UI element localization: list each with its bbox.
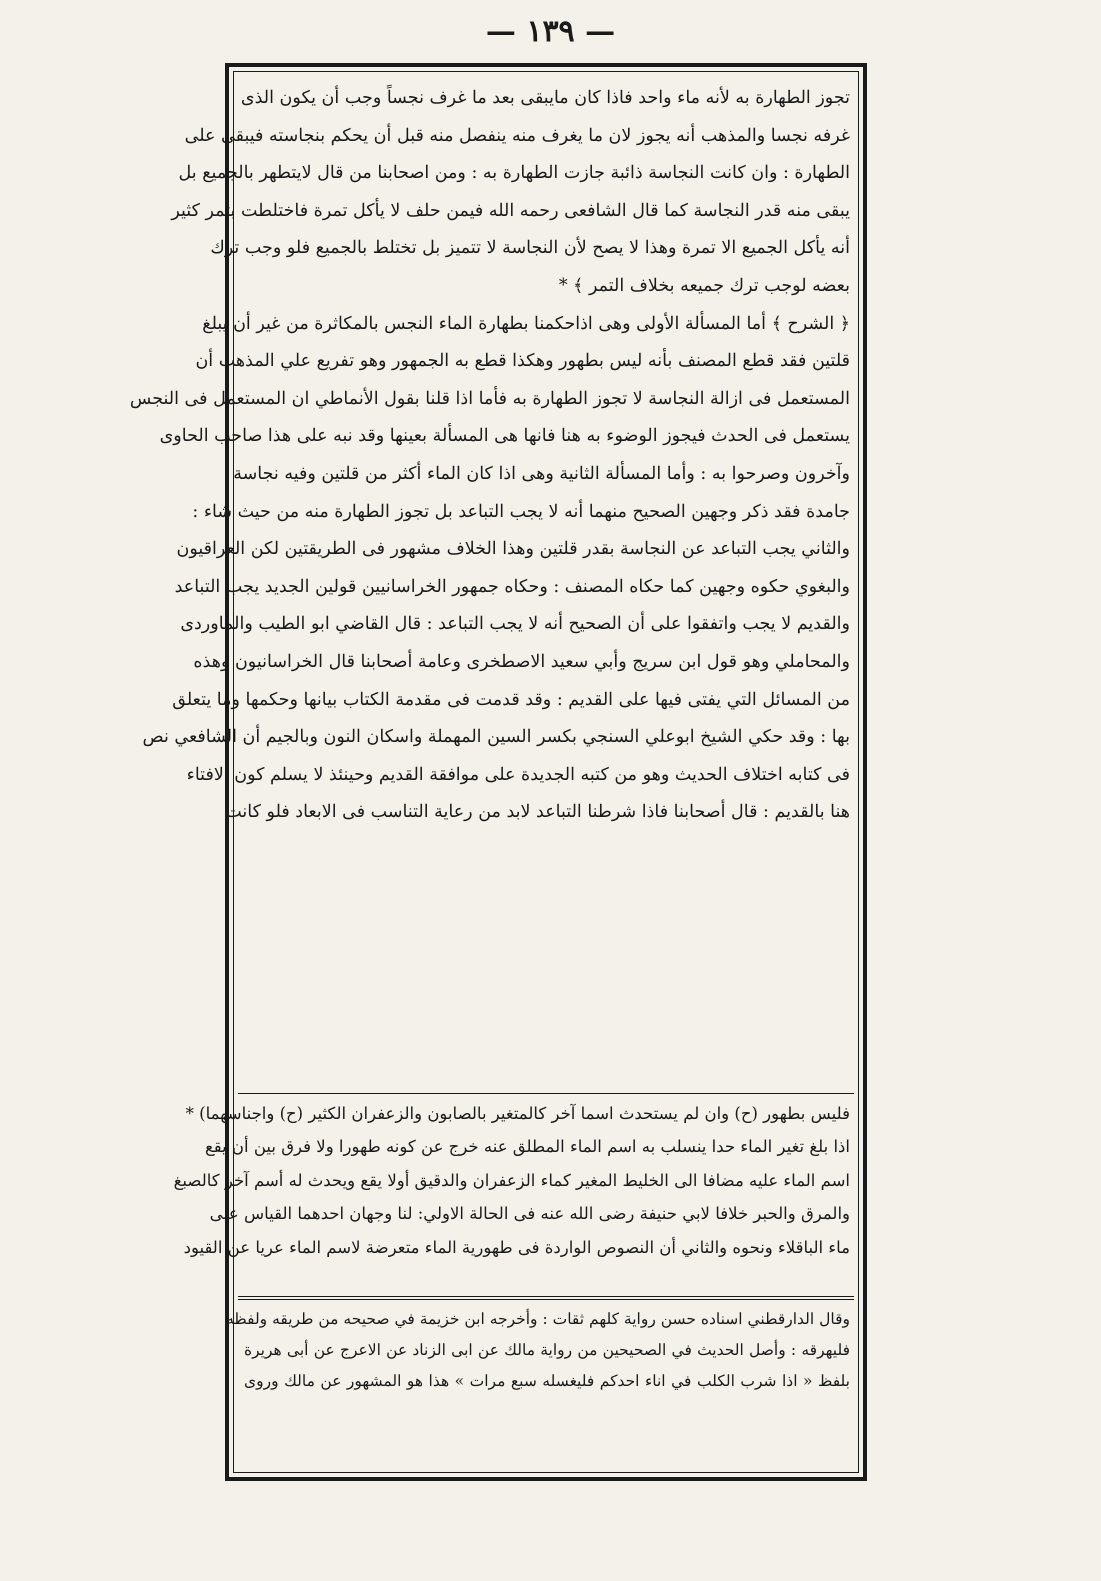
text-line: ماء الباقلاء ونحوه والثاني أن النصوص الواردة فى طهورية الماء متعرضة لاسم الماء عريا عن القيود [183, 1237, 850, 1257]
text-line: بلفظ « اذا شرب الكلب في اناء احدكم فليغسله سبع مرات » هذا هو المشهور عن مالك وروى [244, 1372, 850, 1390]
text-line: هنا بالقديم : قال أصحابنا فاذا شرطنا التباعد لابد من رعاية التناسب فى الابعاد فلو كانت [225, 802, 850, 823]
text-line: أنه يأكل الجميع الا تمرة وهذا لا يصح لأن النجاسة لا تتميز بل تختلط بالجميع فلو وجب ترك [210, 238, 850, 259]
page-number: — ١٣٩ — [485, 14, 616, 49]
text-line: فى كتابه اختلاف الحديث وهو من كتبه الجديدة على موافقة القديم وحينئذ لا يسلم كون الافتاء [186, 764, 850, 785]
text-line: اذا بلغ تغير الماء حدا ينسلب به اسم الماء المطلق عنه خرج عن كونه طهورا ولا فرق بين أن يقع [204, 1137, 850, 1157]
commentary-text-block [173, 1097, 850, 1264]
main-text-block [129, 80, 850, 832]
text-line: فليس بطهور (ح) وان لم يستحدث اسما آخر كالمتغير بالصابون والزعفران الكثير (ح) واجناسهما) * [185, 1104, 850, 1123]
text-line: جامدة فقد ذكر وجهين الصحيح منهما أنه لا يجب التباعد بل تجوز الطهارة منه من حيث شاء : [192, 501, 850, 522]
text-line: والمحاملي وهو قول ابن سريج وأبي سعيد الاصطخرى وعامة أصحابنا قال الخراسانيون وهذه [193, 651, 850, 672]
text-line: فليهرقه : وأصل الحديث في الصحيحين من رواية مالك عن ابى الزناد عن الاعرج عن أبى هريرة [244, 1341, 850, 1359]
text-line: يبقى منه قدر النجاسة كما قال الشافعى رحمه الله فيمن حلف لا يأكل تمرة فاختلطت بتمر كثير [171, 200, 850, 221]
text-line: وآخرون وصرحوا به : وأما المسألة الثانية وهى اذا كان الماء أكثر من قلتين وفيه نجاسة [233, 463, 850, 484]
text-line: بها : وقد حكي الشيخ ابوعلي السنجي بكسر السين المهملة واسكان النون وبالجيم أن الشافعي نص [142, 727, 850, 748]
text-line: والقديم لا يجب واتفقوا على أن الصحيح أنه لا يجب التباعد : قال القاضي ابو الطيب والماوردى [180, 614, 850, 635]
text-line: والمرق والحبر خلافا لابي حنيفة رضى الله عنه فى الحالة الاولي: لنا وجهان احدهما القياس على [209, 1204, 850, 1224]
section-divider [238, 1296, 854, 1297]
text-line: الطهارة : وان كانت النجاسة ذائبة جازت الطهارة به : ومن اصحابنا من قال لايتطهر بالجميع بل [178, 163, 850, 184]
text-line: تجوز الطهارة به لأنه ماء واحد فاذا كان مايبقى بعد ما غرف نجساً وجب أن يكون الذى [240, 88, 850, 108]
text-line: بعضه لوجب ترك جميعه بخلاف التمر ﴾ * [558, 275, 850, 296]
text-line: ﴿ الشرح ﴾ أما المسألة الأولى وهى اذاحكمنا بطهارة الماء النجس بالمكاثرة من غير أن يبلغ [202, 313, 850, 334]
text-line: من المسائل التي يفتى فيها على القديم : وقد قدمت فى مقدمة الكتاب بيانها وحكمها وما يتعلق [172, 689, 850, 710]
text-line: والبغوي حكوه وجهين كما حكاه المصنف : وحكاه جمهور الخراسانيين قولين الجديد يجب التباعد [174, 576, 850, 597]
text-line: والثاني يجب التباعد عن النجاسة بقدر قلتين وهذا الخلاف مشهور فى الطريقتين لكن العراقيون [176, 539, 850, 560]
text-line: المستعمل فى ازالة النجاسة لا تجوز الطهارة به فأما اذا قلنا بقول الأنماطي ان المستعمل فى النجس [129, 388, 850, 409]
section-divider [238, 1093, 854, 1094]
section-divider [238, 1299, 854, 1300]
text-line: غرفه نجسا والمذهب أنه يجوز لان ما يغرف منه ينفصل منه قبل أن يحكم بنجاسته فيبقى على [184, 125, 850, 146]
text-line: اسم الماء عليه مضافا الى الخليط المغير كماء الزعفران والدقيق أولا يقع ويحدث له أسم آخر كالصبغ [173, 1170, 850, 1190]
text-line: يستعمل فى الحدث فيجوز الوضوء به هنا فانها هى المسألة بعينها وقد نبه على هذا صاحب الحاوى [159, 426, 850, 447]
text-line: وقال الدارقطني اسناده حسن رواية كلهم ثقات : وأخرجه ابن خزيمة في صحيحه من طريقه ولفظه [226, 1310, 850, 1328]
footnote-text-block [226, 1304, 850, 1397]
text-line: قلتين فقد قطع المصنف بأنه ليس بطهور وهكذا قطع به الجمهور وهو تفريع علي المذهب أن [195, 351, 850, 372]
